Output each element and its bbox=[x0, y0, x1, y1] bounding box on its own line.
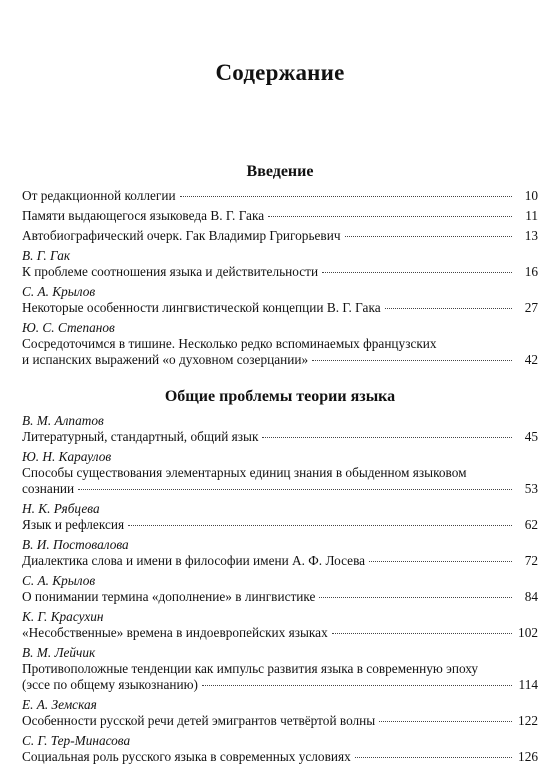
entry-title-row bbox=[22, 264, 538, 280]
dot-leader bbox=[202, 685, 512, 686]
dot-leader bbox=[268, 216, 512, 217]
page-number: 126 bbox=[518, 749, 538, 764]
page-number: 42 bbox=[524, 352, 538, 367]
entry-title-line: Литературный, стандартный, общий язык bbox=[22, 429, 259, 444]
toc-entry[interactable] bbox=[22, 697, 538, 729]
dot-leader bbox=[379, 721, 512, 722]
page-number: 45 bbox=[524, 429, 538, 444]
toc-entry[interactable] bbox=[22, 228, 538, 244]
page-number: 13 bbox=[524, 228, 538, 243]
page-number: 11 bbox=[525, 208, 538, 223]
page-title: Содержание bbox=[215, 60, 345, 85]
entry-author: В. Г. Гак bbox=[22, 248, 71, 263]
toc-entry[interactable] bbox=[22, 501, 538, 533]
entry-title-line: Способы существования элементарных единиц знания в обыденном языковом bbox=[22, 465, 467, 480]
toc-entry[interactable] bbox=[22, 413, 538, 445]
toc-entry[interactable] bbox=[22, 320, 538, 368]
entry-author: Ю. Н. Караулов bbox=[22, 449, 112, 464]
entry-title-line: О понимании термина «дополнение» в лингвистике bbox=[22, 589, 316, 604]
page-number: 16 bbox=[524, 264, 538, 279]
section-entries-introduction bbox=[22, 188, 538, 372]
entry-title-line: Диалектика слова и имени в философии имени А. Ф. Лосева bbox=[22, 553, 366, 568]
entry-author: С. Г. Тер-Минасова bbox=[22, 733, 131, 748]
toc-entry[interactable] bbox=[22, 609, 538, 641]
dot-leader bbox=[262, 437, 512, 438]
entry-title-row bbox=[22, 352, 538, 368]
entry-title-row bbox=[22, 228, 538, 244]
dot-leader bbox=[128, 525, 512, 526]
toc-entry[interactable] bbox=[22, 208, 538, 224]
dot-leader bbox=[385, 308, 512, 309]
entry-title-row bbox=[22, 749, 538, 765]
entry-title-line: Противоположные тенденции как импульс развития языка в современную эпоху bbox=[22, 661, 479, 676]
entry-title-row bbox=[22, 300, 538, 316]
entry-title-line: и испанских выражений «о духовном созерцании» bbox=[22, 352, 309, 367]
toc-entry[interactable] bbox=[22, 645, 538, 693]
entry-title-line: От редакционной коллегии bbox=[22, 188, 176, 203]
dot-leader bbox=[322, 272, 512, 273]
dot-leader bbox=[355, 757, 512, 758]
toc-entry[interactable] bbox=[22, 284, 538, 316]
toc-entry[interactable] bbox=[22, 733, 538, 765]
entry-author: В. И. Постовалова bbox=[22, 537, 129, 552]
section-entries-general-problems bbox=[22, 413, 538, 769]
entry-title-row bbox=[22, 208, 538, 224]
entry-title-row bbox=[22, 713, 538, 729]
toc-entry[interactable] bbox=[22, 449, 538, 497]
entry-author: В. М. Алпатов bbox=[22, 413, 104, 428]
dot-leader bbox=[319, 597, 512, 598]
entry-title-line: К проблеме соотношения языка и действительности bbox=[22, 264, 319, 279]
entry-title-line: сознании bbox=[22, 481, 75, 496]
dot-leader bbox=[332, 633, 512, 634]
page-number: 122 bbox=[518, 713, 538, 728]
page-number: 84 bbox=[524, 589, 538, 604]
page-number: 62 bbox=[524, 517, 538, 532]
dot-leader bbox=[78, 489, 512, 490]
section-heading-introduction: Введение bbox=[246, 163, 314, 180]
entry-author: С. А. Крылов bbox=[22, 573, 96, 588]
page-number: 10 bbox=[524, 188, 538, 203]
page-number: 53 bbox=[524, 481, 538, 496]
entry-title-line: «Несобственные» времена в индоевропейских языках bbox=[22, 625, 328, 640]
dot-leader bbox=[345, 236, 512, 237]
entry-title-line: Некоторые особенности лингвистической концепции В. Г. Гака bbox=[22, 300, 381, 315]
entry-title-row bbox=[22, 481, 538, 497]
entry-title-row bbox=[22, 553, 538, 569]
page-number: 114 bbox=[518, 677, 538, 692]
page-number: 27 bbox=[524, 300, 538, 315]
entry-title-row bbox=[22, 677, 538, 693]
entry-title-row bbox=[22, 517, 538, 533]
toc-entry[interactable] bbox=[22, 573, 538, 605]
dot-leader bbox=[180, 196, 512, 197]
entry-title-line: Памяти выдающегося языковеда В. Г. Гака bbox=[22, 208, 265, 223]
entry-title-row bbox=[22, 429, 538, 445]
entry-author: Е. А. Земская bbox=[22, 697, 97, 712]
entry-title-row bbox=[22, 625, 538, 641]
entry-title-line: Автобиографический очерк. Гак Владимир Григорьевич bbox=[22, 228, 341, 243]
entry-title-line: Сосредоточимся в тишине. Несколько редко вспоминаемых французских bbox=[22, 336, 437, 351]
dot-leader bbox=[369, 561, 512, 562]
section-heading-general-problems: Общие проблемы теории языка bbox=[164, 388, 396, 405]
entry-author: Н. К. Рябцева bbox=[22, 501, 100, 516]
toc-entry[interactable] bbox=[22, 188, 538, 204]
toc-entry[interactable] bbox=[22, 248, 538, 280]
entry-title-row bbox=[22, 589, 538, 605]
entry-title-line: Особенности русской речи детей эмигрантов четвёртой волны bbox=[22, 713, 376, 728]
entry-title-line: Социальная роль русского языка в современных условиях bbox=[22, 749, 351, 764]
entry-title-line: (эссе по общему языкознанию) bbox=[22, 677, 198, 692]
toc-entry[interactable] bbox=[22, 537, 538, 569]
entry-title-line: Язык и рефлексия bbox=[22, 517, 125, 532]
entry-author: С. А. Крылов bbox=[22, 284, 96, 299]
entry-author: В. М. Лейчик bbox=[22, 645, 96, 660]
entry-author: Ю. С. Степанов bbox=[22, 320, 115, 335]
page-number: 102 bbox=[518, 625, 538, 640]
entry-author: К. Г. Красухин bbox=[22, 609, 104, 624]
dot-leader bbox=[312, 360, 512, 361]
entry-title-row bbox=[22, 188, 538, 204]
page-number: 72 bbox=[524, 553, 538, 568]
